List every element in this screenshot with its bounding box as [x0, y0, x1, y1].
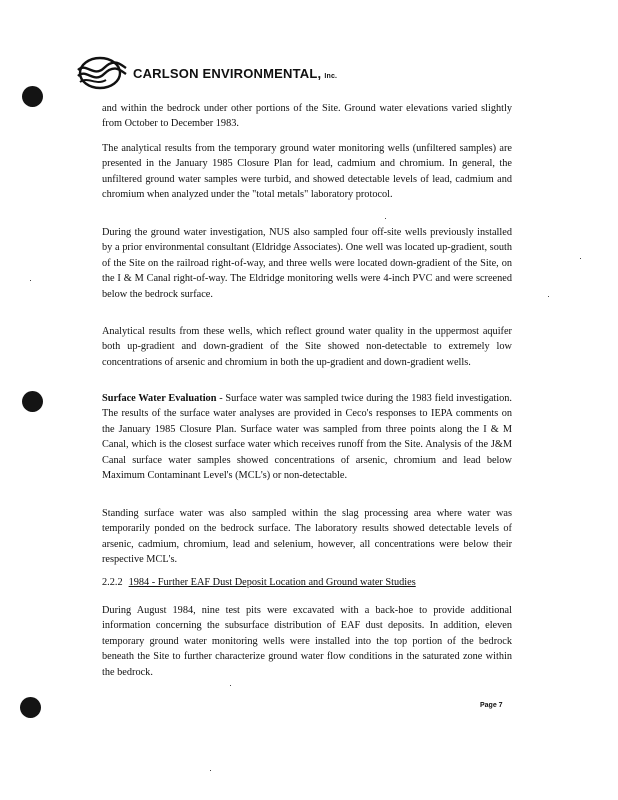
section-heading [102, 575, 512, 590]
page-number: Page 7 [480, 702, 503, 709]
binder-hole-middle [22, 391, 43, 412]
paragraph-well-results: Analytical results from these wells, which reflect ground water quality in the uppermost aquifer both up-gradient and down-gradient of the Site showed non-detectable to extremely low concentrations of arsenic and chromium in both the up-gradient and down-gradient wells. [102, 326, 512, 368]
scan-speck [230, 685, 231, 686]
scan-speck [580, 258, 581, 259]
paragraph-standing-water: Standing surface water was also sampled within the slag processing area where water was temporarily ponded on the bedrock surface. The laboratory results showed detectable levels of arsenic, cadmium, chromium, lead and selenium, however, all concentrations were below their respective MCL's. [102, 508, 512, 566]
scan-speck [30, 280, 31, 281]
paragraph-test-pits: During August 1984, nine test pits were excavated with a back-hoe to provide additional information concerning the subsurface distribution of EAF dust deposits. In addition, eleven temporary ground water monitoring wells were installed into the top portion of the bedrock beneath the Site to further characterize ground water flow conditions in the saturated zone within the bedrock. [102, 605, 512, 678]
scan-speck [548, 296, 549, 297]
paragraph-surface-water [102, 391, 512, 483]
binder-hole-top [22, 86, 43, 107]
surface-water-run-in: Surface Water Evaluation [102, 393, 217, 404]
company-name-text: CARLSON ENVIRONMENTAL, [133, 66, 322, 81]
section-number: 2.2.2 [102, 577, 123, 588]
section-title: 1984 - Further EAF Dust Deposit Location and Ground water Studies [128, 577, 416, 588]
company-suffix: Inc. [324, 73, 338, 80]
paragraph-bedrock-elevations: and within the bedrock under other portions of the Site. Ground water elevations varied slightly from October to December 1983. [102, 103, 512, 130]
surface-water-text: - Surface water was sampled twice during the 1983 field investigation. The results of the surface water analyses are provided in Ceco's responses to IEPA comments on the January 1985 Closure Plan. Surface water was sampled from three points along the I & M Canal, which is the closest surface water which receives runoff from the Site. Analysis of the J&M Canal surface water samples showed concentrations of arsenic, chromium and lead below Maximum Contaminant Level's (MCL's) or non-detectable. [102, 393, 512, 482]
paragraph-offsite-wells: During the ground water investigation, NUS also sampled four off-site wells previously installed by a prior environmental consultant (Eldridge Associates). One well was located up-gradient, south of the Site on the railroad right-of-way, and three wells were located down-gradient of the Site, on the I & M Canal right-of-way. The Eldridge monitoring wells were 4-inch PVC and were screened below the bedrock surface. [102, 227, 512, 300]
company-name [133, 66, 337, 81]
paragraph-analytical-results: The analytical results from the temporary ground water monitoring wells (unfiltered samples) are presented in the January 1985 Closure Plan for lead, cadmium and chromium. In general, the unfiltered ground water samples were turbid, and showed detectable levels of lead, cadmium and chromium when analyzed under the "total metals" laboratory protocol. [102, 143, 512, 201]
scan-speck [385, 218, 386, 219]
carlson-globe-wave-logo-icon [76, 56, 128, 90]
binder-hole-bottom [20, 697, 41, 718]
scan-speck [210, 770, 211, 771]
